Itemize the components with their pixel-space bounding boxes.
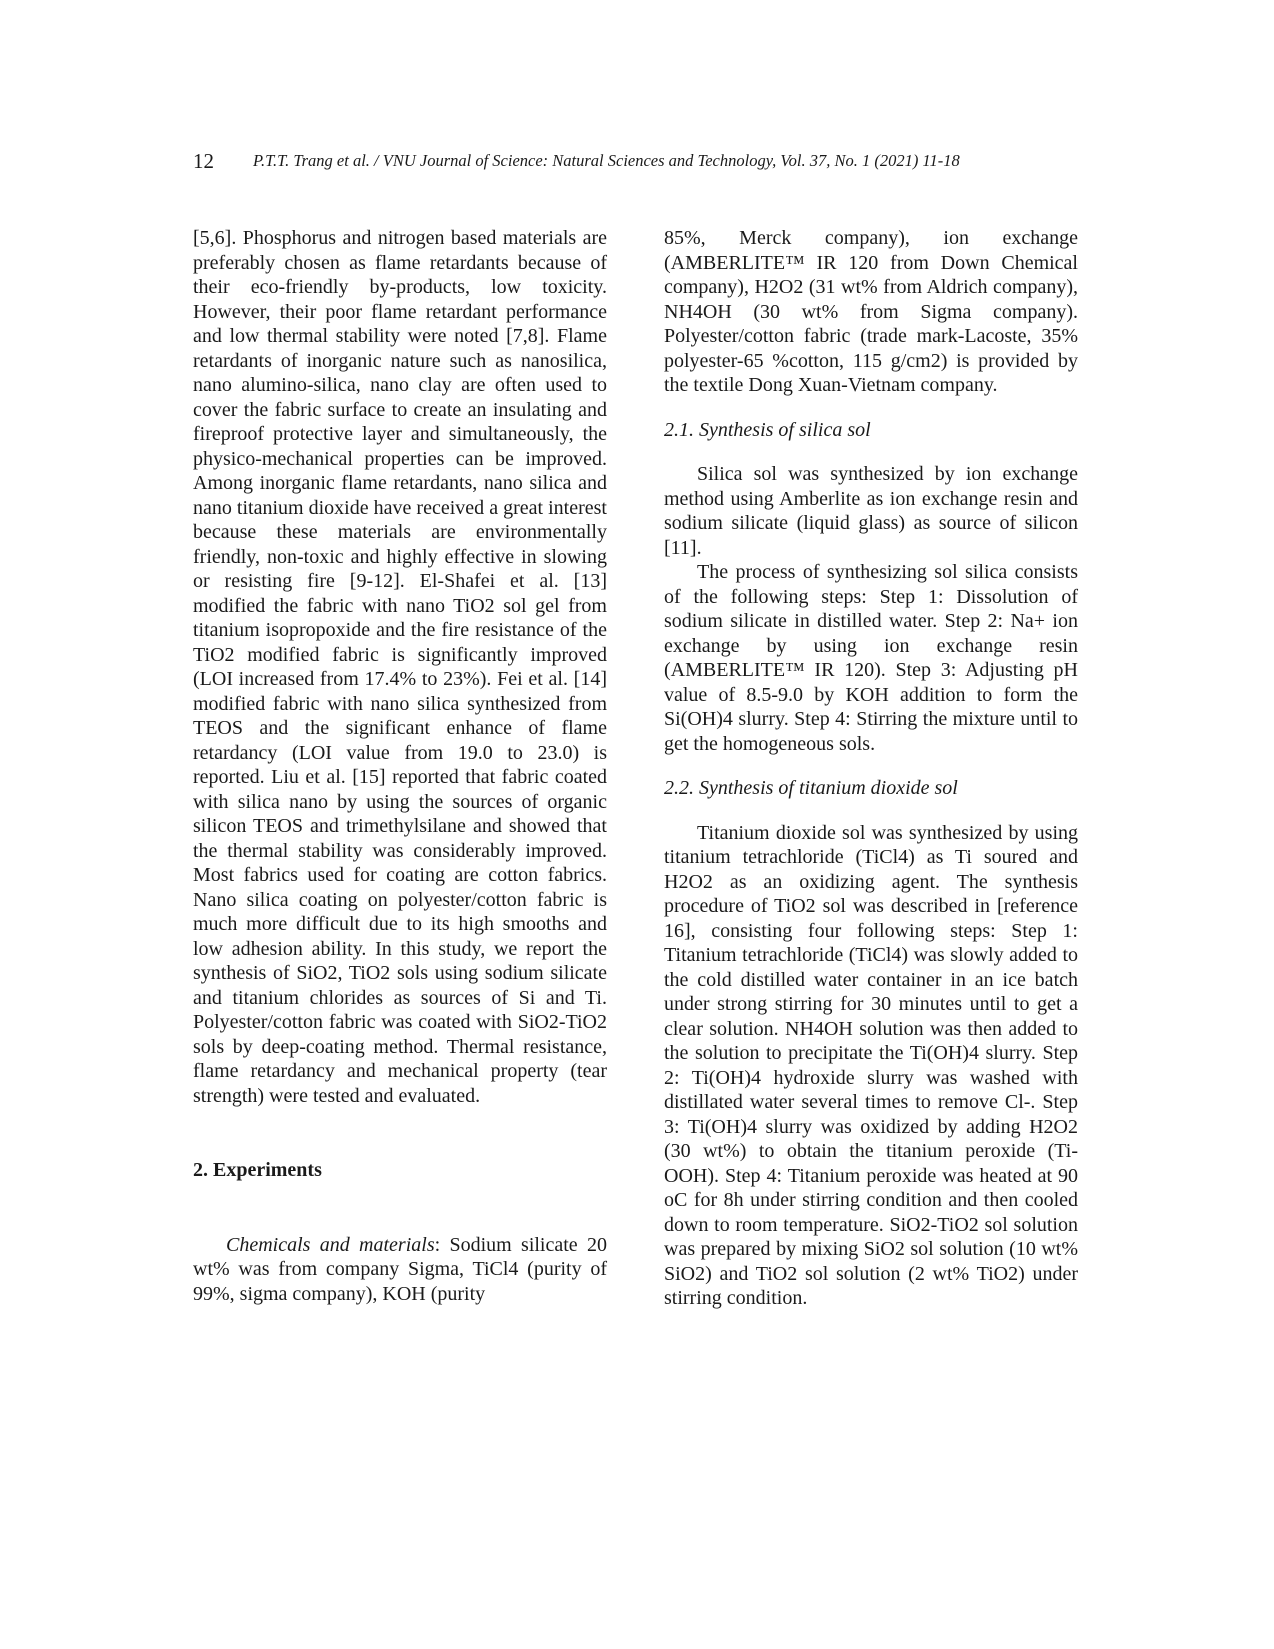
titania-paragraph: Titanium dioxide sol was synthesized by using titanium tetrachloride (TiCl4) as Ti soured and H2O2 as an oxidizing agent. The synthesis procedure of TiO2 sol was described in [reference 16], consisting four following steps: Step 1: Titanium tetrachloride (TiCl4) was slowly added to the cold distilled water container in an ice batch under strong stirring for 30 minutes until to get a clear solution. NH4OH solution was then added to the solution to precipitate the Ti(OH)4 slurry. Step 2: Ti(OH)4 hydroxide slurry was washed with distillated water several times to remove Cl-. Step 3: Ti(OH)4 slurry was oxidized by adding H2O2 (30 wt%) to obtain the titanium peroxide (Ti-OOH). Step 4: Titanium peroxide was heated at 90 oC for 8h under stirring condition and then cooled down to room temperature. SiO2-TiO2 sol solution was prepared by mixing SiO2 sol solution (10 wt% SiO2) and TiO2 sol solution (2 wt% TiO2) under stirring condition. [664, 821, 1078, 1309]
chemicals-continued: 85%, Merck company), ion exchange (AMBERLITE™ IR 120 from Down Chemical company), H2O2 (31 wt% from Aldrich company), NH4OH (30 wt% from Sigma company). Polyester/cotton fabric (trade mark-Lacoste, 35% polyester-65 %cotton, 115 g/cm2) is provided by the textile Dong Xuan-Vietnam company. [664, 227, 1078, 396]
section-title-experiments: 2. Experiments [193, 1159, 322, 1181]
chemicals-paragraph: Chemicals and materials: Sodium silicate 20 wt% was from company Sigma, TiCl4 (purity of 99%, sigma company), KOH (purity [193, 1233, 607, 1305]
page-header [193, 146, 1073, 176]
subsection-title-silica: 2.1. Synthesis of silica sol [664, 418, 871, 441]
silica-paragraph-1: Silica sol was synthesized by ion exchange method using Amberlite as ion exchange resin and sodium silicate (liquid glass) as source of silicon [11]. [664, 463, 1078, 559]
left-column [193, 226, 607, 1306]
chemicals-label: Chemicals and materials [226, 1233, 435, 1256]
running-head: P.T.T. Trang et al. / VNU Journal of Science: Natural Sciences and Technology, Vol. 37, No. 1 (2021) 11-18 [253, 151, 960, 170]
subsection-title-titania: 2.2. Synthesis of titanium dioxide sol [664, 777, 958, 799]
chemicals-text: Sodium silicate 20 wt% was from company Sigma, TiCl4 (purity of 99%, sigma company), KOH (purity [193, 1233, 607, 1305]
silica-paragraph-2: The process of synthesizing sol silica consists of the following steps: Step 1: Dissolution of sodium silicate in distilled water. Step 2: Na+ ion exchange by using ion exchange resin (AMBERLITE™ IR 120). Step 3: Adjusting pH value of 8.5-9.0 by KOH addition to form the Si(OH)4 slurry. Step 4: Stirring the mixture until to get the homogeneous sols. [664, 561, 1078, 755]
right-column [664, 226, 1078, 1311]
intro-paragraph: [5,6]. Phosphorus and nitrogen based materials are preferably chosen as flame retardants because of their eco-friendly by-products, low toxicity. However, their poor flame retardant performance and low thermal stability were noted [7,8]. Flame retardants of inorganic nature such as nanosilica, nano alumino-silica, nano clay are often used to cover the fabric surface to create an insulating and fireproof protective layer and simultaneously, the physico-mechanical properties can be improved. Among inorganic flame retardants, nano silica and nano titanium dioxide have received a great interest because these materials are environmentally friendly, non-toxic and highly effective in slowing or resisting fire [9-12]. El-Shafei et al. [13] modified the fabric with nano TiO2 sol gel from titanium isopropoxide and the fire resistance of the TiO2 modified fabric is significantly improved (LOI increased from 17.4% to 23%). Fei et al. [14] modified fabric with nano silica synthesized from TEOS and the significant enhance of flame retardancy (LOI value from 19.0 to 23.0) is reported. Liu et al. [15] reported that fabric coated with silica nano by using the sources of organic silicon TEOS and trimethylsilane and showed that the thermal stability was considerably improved. Most fabrics used for coating are cotton fabrics. Nano silica coating on polyester/cotton fabric is much more difficult due to its high smooths and low adhesion ability. In this study, we report the synthesis of SiO2, TiO2 sols using sodium silicate and titanium chlorides as sources of Si and Ti. Polyester/cotton fabric was coated with SiO2-TiO2 sols by deep-coating method. Thermal resistance, flame retardancy and mechanical property (tear strength) were tested and evaluated. [193, 227, 607, 1107]
page-number: 12 [193, 149, 214, 173]
